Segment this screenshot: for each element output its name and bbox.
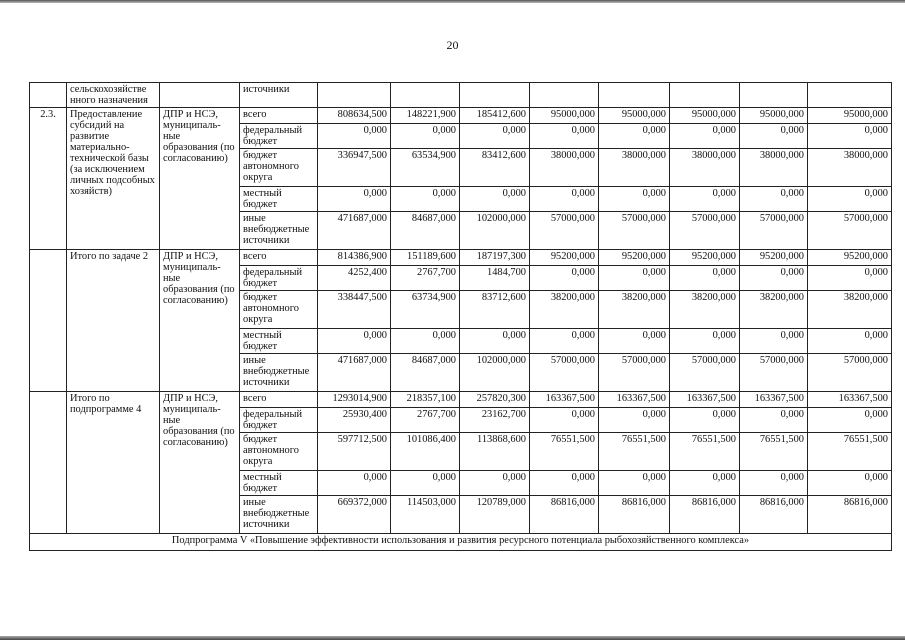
measure-name-cell: Предоставление субсидий на развитие материально-технической базы (за исключением личных подсобных хозяйств) <box>67 108 160 250</box>
continuation-value-cell <box>740 83 808 108</box>
scan-top-edge <box>0 0 905 3</box>
funding-source-cell: бюджет автономного округа <box>240 149 318 187</box>
amount-cell: 76551,500 <box>599 433 670 471</box>
row-number-cell <box>30 250 67 392</box>
funding-source-cell: иные внебюджетные источники <box>240 212 318 250</box>
amount-cell: 57000,000 <box>530 212 599 250</box>
continuation-no-cell <box>30 83 67 108</box>
amount-cell: 95200,000 <box>530 250 599 266</box>
amount-cell: 1293014,900 <box>318 392 391 408</box>
amount-cell: 0,000 <box>599 471 670 496</box>
executor-cell: ДПР и НСЭ, муниципаль-ные образования (по согласованию) <box>160 108 240 250</box>
amount-cell: 0,000 <box>670 471 740 496</box>
amount-cell: 163367,500 <box>670 392 740 408</box>
amount-cell: 0,000 <box>530 266 599 291</box>
row-number-cell: 2.3. <box>30 108 67 250</box>
continuation-value-cell <box>460 83 530 108</box>
amount-cell: 38000,000 <box>740 149 808 187</box>
amount-cell: 0,000 <box>530 124 599 149</box>
amount-cell: 23162,700 <box>460 408 530 433</box>
continuation-source-cell: источники <box>240 83 318 108</box>
amount-cell: 163367,500 <box>740 392 808 408</box>
amount-cell: 0,000 <box>740 124 808 149</box>
amount-cell: 0,000 <box>318 471 391 496</box>
amount-cell: 4252,400 <box>318 266 391 291</box>
amount-cell: 0,000 <box>740 266 808 291</box>
amount-cell: 0,000 <box>599 187 670 212</box>
continuation-value-cell <box>391 83 460 108</box>
amount-cell: 38200,000 <box>740 291 808 329</box>
amount-cell: 76551,500 <box>740 433 808 471</box>
amount-cell: 57000,000 <box>740 212 808 250</box>
amount-cell: 0,000 <box>670 329 740 354</box>
amount-cell: 86816,000 <box>740 496 808 534</box>
amount-cell: 336947,500 <box>318 149 391 187</box>
amount-cell: 57000,000 <box>808 354 892 392</box>
amount-cell: 151189,600 <box>391 250 460 266</box>
amount-cell: 185412,600 <box>460 108 530 124</box>
amount-cell: 0,000 <box>530 408 599 433</box>
amount-cell: 597712,500 <box>318 433 391 471</box>
amount-cell: 95200,000 <box>599 250 670 266</box>
amount-cell: 0,000 <box>530 187 599 212</box>
amount-cell: 95000,000 <box>740 108 808 124</box>
amount-cell: 38200,000 <box>530 291 599 329</box>
amount-cell: 0,000 <box>318 124 391 149</box>
funding-source-cell: бюджет автономного округа <box>240 291 318 329</box>
amount-cell: 163367,500 <box>530 392 599 408</box>
page-number: 20 <box>446 38 459 52</box>
amount-cell: 814386,900 <box>318 250 391 266</box>
budget-table <box>29 82 892 551</box>
amount-cell: 95200,000 <box>740 250 808 266</box>
executor-cell: ДПР и НСЭ, муниципаль-ные образования (по согласованию) <box>160 250 240 392</box>
amount-cell: 0,000 <box>740 408 808 433</box>
amount-cell: 95200,000 <box>670 250 740 266</box>
funding-source-cell: всего <box>240 392 318 408</box>
amount-cell: 0,000 <box>599 124 670 149</box>
scan-bottom-edge <box>0 636 905 640</box>
amount-cell: 0,000 <box>391 124 460 149</box>
amount-cell: 113868,600 <box>460 433 530 471</box>
amount-cell: 84687,000 <box>391 354 460 392</box>
amount-cell: 471687,000 <box>318 354 391 392</box>
amount-cell: 0,000 <box>391 471 460 496</box>
table-row <box>30 250 892 266</box>
amount-cell: 0,000 <box>391 187 460 212</box>
amount-cell: 0,000 <box>318 329 391 354</box>
amount-cell: 38200,000 <box>670 291 740 329</box>
amount-cell: 338447,500 <box>318 291 391 329</box>
amount-cell: 0,000 <box>808 408 892 433</box>
amount-cell: 0,000 <box>740 329 808 354</box>
amount-cell: 57000,000 <box>808 212 892 250</box>
table-body <box>30 83 892 551</box>
table-row <box>30 108 892 124</box>
amount-cell: 83712,600 <box>460 291 530 329</box>
funding-source-cell: федеральный бюджет <box>240 124 318 149</box>
amount-cell: 0,000 <box>391 329 460 354</box>
amount-cell: 63534,900 <box>391 149 460 187</box>
funding-source-cell: местный бюджет <box>240 471 318 496</box>
amount-cell: 0,000 <box>808 266 892 291</box>
amount-cell: 76551,500 <box>808 433 892 471</box>
amount-cell: 187197,300 <box>460 250 530 266</box>
amount-cell: 86816,000 <box>808 496 892 534</box>
continuation-executor-cell <box>160 83 240 108</box>
amount-cell: 2767,700 <box>391 266 460 291</box>
continuation-value-cell <box>670 83 740 108</box>
table-row <box>30 392 892 408</box>
amount-cell: 38000,000 <box>670 149 740 187</box>
amount-cell: 0,000 <box>808 124 892 149</box>
amount-cell: 86816,000 <box>530 496 599 534</box>
amount-cell: 95000,000 <box>808 108 892 124</box>
amount-cell: 0,000 <box>740 471 808 496</box>
amount-cell: 257820,300 <box>460 392 530 408</box>
amount-cell: 0,000 <box>670 266 740 291</box>
continuation-value-cell <box>599 83 670 108</box>
measure-name-cell: Итого по подпрограмме 4 <box>67 392 160 534</box>
amount-cell: 38000,000 <box>808 149 892 187</box>
subprogram-heading-row <box>30 534 892 551</box>
amount-cell: 102000,000 <box>460 354 530 392</box>
amount-cell: 76551,500 <box>670 433 740 471</box>
amount-cell: 76551,500 <box>530 433 599 471</box>
continuation-value-cell <box>808 83 892 108</box>
amount-cell: 148221,900 <box>391 108 460 124</box>
amount-cell: 38200,000 <box>599 291 670 329</box>
amount-cell: 120789,000 <box>460 496 530 534</box>
funding-source-cell: федеральный бюджет <box>240 266 318 291</box>
funding-source-cell: всего <box>240 108 318 124</box>
executor-cell: ДПР и НСЭ, муниципаль-ные образования (по согласованию) <box>160 392 240 534</box>
amount-cell: 57000,000 <box>599 212 670 250</box>
amount-cell: 95000,000 <box>530 108 599 124</box>
continuation-value-cell <box>318 83 391 108</box>
amount-cell: 83412,600 <box>460 149 530 187</box>
amount-cell: 1484,700 <box>460 266 530 291</box>
amount-cell: 218357,100 <box>391 392 460 408</box>
amount-cell: 38200,000 <box>808 291 892 329</box>
amount-cell: 0,000 <box>460 187 530 212</box>
amount-cell: 57000,000 <box>670 354 740 392</box>
amount-cell: 57000,000 <box>740 354 808 392</box>
amount-cell: 0,000 <box>530 329 599 354</box>
amount-cell: 163367,500 <box>808 392 892 408</box>
amount-cell: 25930,400 <box>318 408 391 433</box>
amount-cell: 0,000 <box>599 329 670 354</box>
amount-cell: 0,000 <box>670 408 740 433</box>
amount-cell: 0,000 <box>318 187 391 212</box>
amount-cell: 57000,000 <box>670 212 740 250</box>
amount-cell: 0,000 <box>530 471 599 496</box>
amount-cell: 0,000 <box>599 408 670 433</box>
continuation-value-cell <box>530 83 599 108</box>
amount-cell: 95000,000 <box>599 108 670 124</box>
funding-source-cell: федеральный бюджет <box>240 408 318 433</box>
amount-cell: 101086,400 <box>391 433 460 471</box>
row-number-cell <box>30 392 67 534</box>
amount-cell: 471687,000 <box>318 212 391 250</box>
amount-cell: 163367,500 <box>599 392 670 408</box>
amount-cell: 95200,000 <box>808 250 892 266</box>
amount-cell: 84687,000 <box>391 212 460 250</box>
amount-cell: 0,000 <box>670 124 740 149</box>
amount-cell: 0,000 <box>460 329 530 354</box>
funding-source-cell: иные внебюджетные источники <box>240 496 318 534</box>
funding-source-cell: местный бюджет <box>240 187 318 212</box>
amount-cell: 38000,000 <box>599 149 670 187</box>
amount-cell: 38000,000 <box>530 149 599 187</box>
amount-cell: 0,000 <box>808 471 892 496</box>
amount-cell: 63734,900 <box>391 291 460 329</box>
amount-cell: 57000,000 <box>599 354 670 392</box>
amount-cell: 102000,000 <box>460 212 530 250</box>
amount-cell: 2767,700 <box>391 408 460 433</box>
amount-cell: 114503,000 <box>391 496 460 534</box>
amount-cell: 0,000 <box>740 187 808 212</box>
amount-cell: 0,000 <box>808 329 892 354</box>
amount-cell: 0,000 <box>460 471 530 496</box>
amount-cell: 0,000 <box>670 187 740 212</box>
subprogram-heading: Подпрограмма V «Повышение эффективности использования и развития ресурсного потенциала рыбохозяйственного комплекса» <box>30 534 892 551</box>
amount-cell: 808634,500 <box>318 108 391 124</box>
funding-source-cell: бюджет автономного округа <box>240 433 318 471</box>
amount-cell: 57000,000 <box>530 354 599 392</box>
amount-cell: 669372,000 <box>318 496 391 534</box>
continuation-name-cell: сельскохозяйстве нного назначения <box>67 83 160 108</box>
amount-cell: 0,000 <box>808 187 892 212</box>
amount-cell: 86816,000 <box>670 496 740 534</box>
amount-cell: 0,000 <box>460 124 530 149</box>
amount-cell: 0,000 <box>599 266 670 291</box>
amount-cell: 95000,000 <box>670 108 740 124</box>
amount-cell: 86816,000 <box>599 496 670 534</box>
funding-source-cell: местный бюджет <box>240 329 318 354</box>
measure-name-cell: Итого по задаче 2 <box>67 250 160 392</box>
funding-source-cell: иные внебюджетные источники <box>240 354 318 392</box>
funding-source-cell: всего <box>240 250 318 266</box>
continuation-row <box>30 83 892 108</box>
